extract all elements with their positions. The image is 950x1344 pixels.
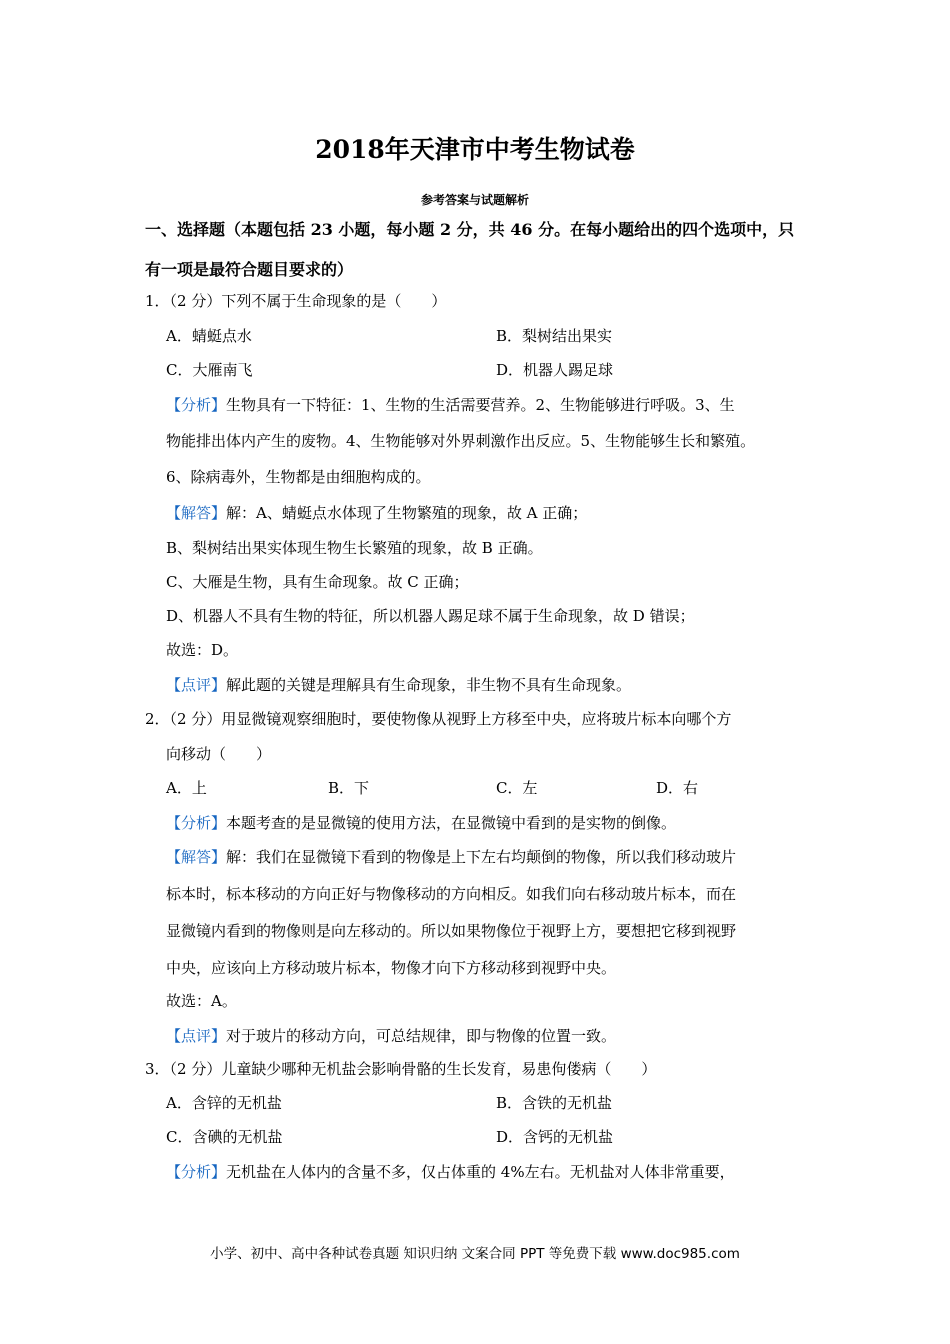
q2-answer-line1 bbox=[166, 846, 736, 868]
answer-tag: 【解答】 bbox=[166, 848, 227, 866]
q2-option-b: B．下 bbox=[328, 779, 370, 797]
q2-answer-line4: 中央，应该向上方移动玻片标本，物像才向下方移动移到视野中央。 bbox=[166, 959, 617, 977]
q1-stem: 1．（2 分）下列不属于生命现象的是（ ） bbox=[145, 292, 447, 310]
q1-answer-text1: 解：A、蜻蜓点水体现了生物繁殖的现象，故 A 正确； bbox=[226, 504, 588, 522]
q1-answer-line4: D、机器人不具有生物的特征，所以机器人踢足球不属于生命现象，故 D 错误； bbox=[166, 607, 695, 625]
q1-comment bbox=[166, 674, 631, 696]
q3-option-b: B．含铁的无机盐 bbox=[496, 1094, 613, 1112]
q1-answer-line1 bbox=[166, 502, 587, 524]
q2-comment-text: 对于玻片的移动方向，可总结规律，即与物像的位置一致。 bbox=[226, 1027, 617, 1045]
q1-analysis-text1: 生物具有一下特征：1、生物的生活需要营养。2、生物能够进行呼吸。3、生 bbox=[226, 396, 735, 414]
analysis-tag: 【分析】 bbox=[166, 396, 227, 414]
q1-answer-line2: B、梨树结出果实体现生物生长繁殖的现象，故 B 正确。 bbox=[166, 539, 543, 557]
section-heading-line1: 一、选择题（本题包括 23 小题，每小题 2 分，共 46 分。在每小题给出的四个选项中，只 bbox=[145, 220, 795, 239]
q2-answer-line5: 故选：A。 bbox=[166, 992, 237, 1010]
q1-answer-line5: 故选：D。 bbox=[166, 641, 239, 659]
q3-analysis bbox=[166, 1161, 735, 1183]
q2-analysis-text: 本题考查的是显微镜的使用方法，在显微镜中看到的是实物的倒像。 bbox=[226, 814, 677, 832]
q2-stem-line2: 向移动（ ） bbox=[166, 745, 272, 763]
q1-option-d: D．机器人踢足球 bbox=[496, 361, 614, 379]
q2-analysis bbox=[166, 812, 676, 834]
q2-stem-line1: 2．（2 分）用显微镜观察细胞时，要使物像从视野上方移至中央，应将玻片标本向哪个方 bbox=[145, 710, 732, 728]
page-footer: 小学、初中、高中各种试卷真题 知识归纳 文案合同 PPT 等免费下载 www.doc985.com bbox=[210, 1246, 740, 1262]
answer-tag: 【解答】 bbox=[166, 504, 227, 522]
q1-option-a: A．蜻蜓点水 bbox=[166, 327, 252, 345]
q1-option-b: B．梨树结出果实 bbox=[496, 327, 613, 345]
q1-analysis-line2: 物能排出体内产生的废物。4、生物能够对外界刺激作出反应。5、生物能够生长和繁殖。 bbox=[166, 432, 756, 450]
q3-option-a: A．含锌的无机盐 bbox=[166, 1094, 282, 1112]
q1-comment-text: 解此题的关键是理解具有生命现象，非生物不具有生命现象。 bbox=[226, 676, 632, 694]
q2-answer-text1: 解：我们在显微镜下看到的物像是上下左右均颠倒的物像，所以我们移动玻片 bbox=[226, 848, 737, 866]
q2-option-c: C．左 bbox=[496, 779, 538, 797]
q2-comment bbox=[166, 1025, 616, 1047]
page-title: 2018年天津市中考生物试卷 bbox=[315, 135, 635, 164]
analysis-tag: 【分析】 bbox=[166, 1163, 227, 1181]
q2-answer-line3: 显微镜内看到的物像则是向左移动的。所以如果物像位于视野上方，要想把它移到视野 bbox=[166, 922, 737, 940]
q2-answer-line2: 标本时，标本移动的方向正好与物像移动的方向相反。如我们向右移动玻片标本，而在 bbox=[166, 885, 737, 903]
q3-analysis-text: 无机盐在人体内的含量不多，仅占体重的 4%左右。无机盐对人体非常重要， bbox=[226, 1163, 735, 1181]
comment-tag: 【点评】 bbox=[166, 676, 227, 694]
q3-option-d: D．含钙的无机盐 bbox=[496, 1128, 614, 1146]
q1-option-c: C．大雁南飞 bbox=[166, 361, 253, 379]
q2-option-d: D．右 bbox=[656, 779, 699, 797]
q3-stem: 3．（2 分）儿童缺少哪种无机盐会影响骨骼的生长发育，易患佝偻病（ ） bbox=[145, 1060, 657, 1078]
q1-analysis-line1 bbox=[166, 394, 735, 416]
analysis-tag: 【分析】 bbox=[166, 814, 227, 832]
q3-option-c: C．含碘的无机盐 bbox=[166, 1128, 283, 1146]
q1-analysis-line3: 6、除病毒外，生物都是由细胞构成的。 bbox=[166, 468, 431, 486]
section-heading-line2: 有一项是最符合题目要求的） bbox=[145, 260, 354, 279]
comment-tag: 【点评】 bbox=[166, 1027, 227, 1045]
page-subtitle: 参考答案与试题解析 bbox=[420, 193, 529, 207]
q2-option-a: A．上 bbox=[166, 779, 207, 797]
q1-answer-line3: C、大雁是生物，具有生命现象。故 C 正确； bbox=[166, 573, 469, 591]
